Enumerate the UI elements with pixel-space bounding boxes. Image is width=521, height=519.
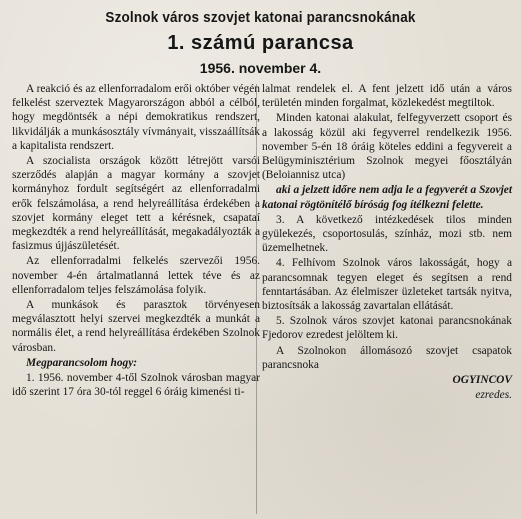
signature-name: OGYINCOV: [452, 374, 512, 387]
paragraph: 3. A következő intézkedések tilos minden gyülekezés, csoportosulás, színház, mozi stb. nem üzemelhetnek.: [262, 213, 512, 255]
paragraph: 1. 1956. november 4-től Szolnok városban magyar idő szerint 17 óra 30-tól reggel 6 óráig kimenési ti-: [12, 372, 260, 399]
header-line-1: Szolnok város szovjet katonai parancsnokának: [105, 10, 416, 26]
paragraph: 4. Felhívom Szolnok város lakosságát, hogy a parancsomnak tegyen eleget és segítsen a rend fenntartásában. Az élelmiszer üzleteket tartsák nyitva, biztosítsák a lakosság zavartalan ellátását.: [262, 257, 512, 313]
paragraph: Az ellenforradalmi felkelés szervezői 1956. november 4-én ártalmatlanná lettek téve és az ellenforradalom teljes felszámolása folyik.: [12, 255, 260, 296]
right-column: [262, 82, 512, 403]
paragraph: A szocialista országok között létrejött varsói szerződés alapján a magyar kormány a szovjet kormányhoz fordult segítségért az ellenforradalmi erők felszámolása, a rend helyreállítása érdekében a szovjet kormány eleget tett a kérésnek, csapataí megkezdték a rend helyreállítását, megakadályozták a fasizmus újjászületését.: [12, 155, 260, 253]
left-column: [12, 82, 260, 400]
paragraph-order-intro: Megparancsolom hogy:: [26, 356, 138, 369]
order-header: [0, 0, 521, 82]
paragraph: 5. Szolnok város szovjet katonai parancsnokának Fjedorov ezredest jelöltem ki.: [262, 315, 512, 342]
signature-rank: ezredes.: [475, 389, 512, 402]
paragraph: A reakció és az ellenforradalom erői október végén felkelést szerveztek Magyarországon abból a célból, hogy megdöntsék a népi demokratikus rendszert, likvidálják a munkásosztály vívmányait, visszaállítsák a kapitalista rendszert.: [12, 83, 260, 152]
paragraph: A munkások és parasztok törvényesen megválasztott helyi szervei megkezdték a munkát a normális élet, a rend helyreállítása érdekében Szolnok városban.: [12, 299, 260, 354]
paragraph: lalmat rendelek el. A fent jelzett idő után a város területén minden forgalmat, közlekedést megtiltok.: [262, 83, 512, 110]
paragraph: A Szolnokon állomásozó szovjet csapatok parancsnoka: [262, 344, 512, 371]
paragraph: Minden katonai alakulat, felfegyverzett csoport és a lakosság közül aki fegyverrel rendelkezik 1956. november 5-én 18 óráig köteles eddini a fegyvereit a Belügyminisztérium Szolnok megyei főosztályán (Beloiannisz utca): [262, 112, 512, 182]
header-date: 1956. november 4.: [199, 60, 322, 76]
header-title: 1. számú parancsa: [167, 32, 354, 54]
paragraph-warning: aki a jelzett időre nem adja le a fegyverét a Szovjet katonai rögtönítélő bíróság fog ítélkezni felette.: [262, 184, 512, 211]
